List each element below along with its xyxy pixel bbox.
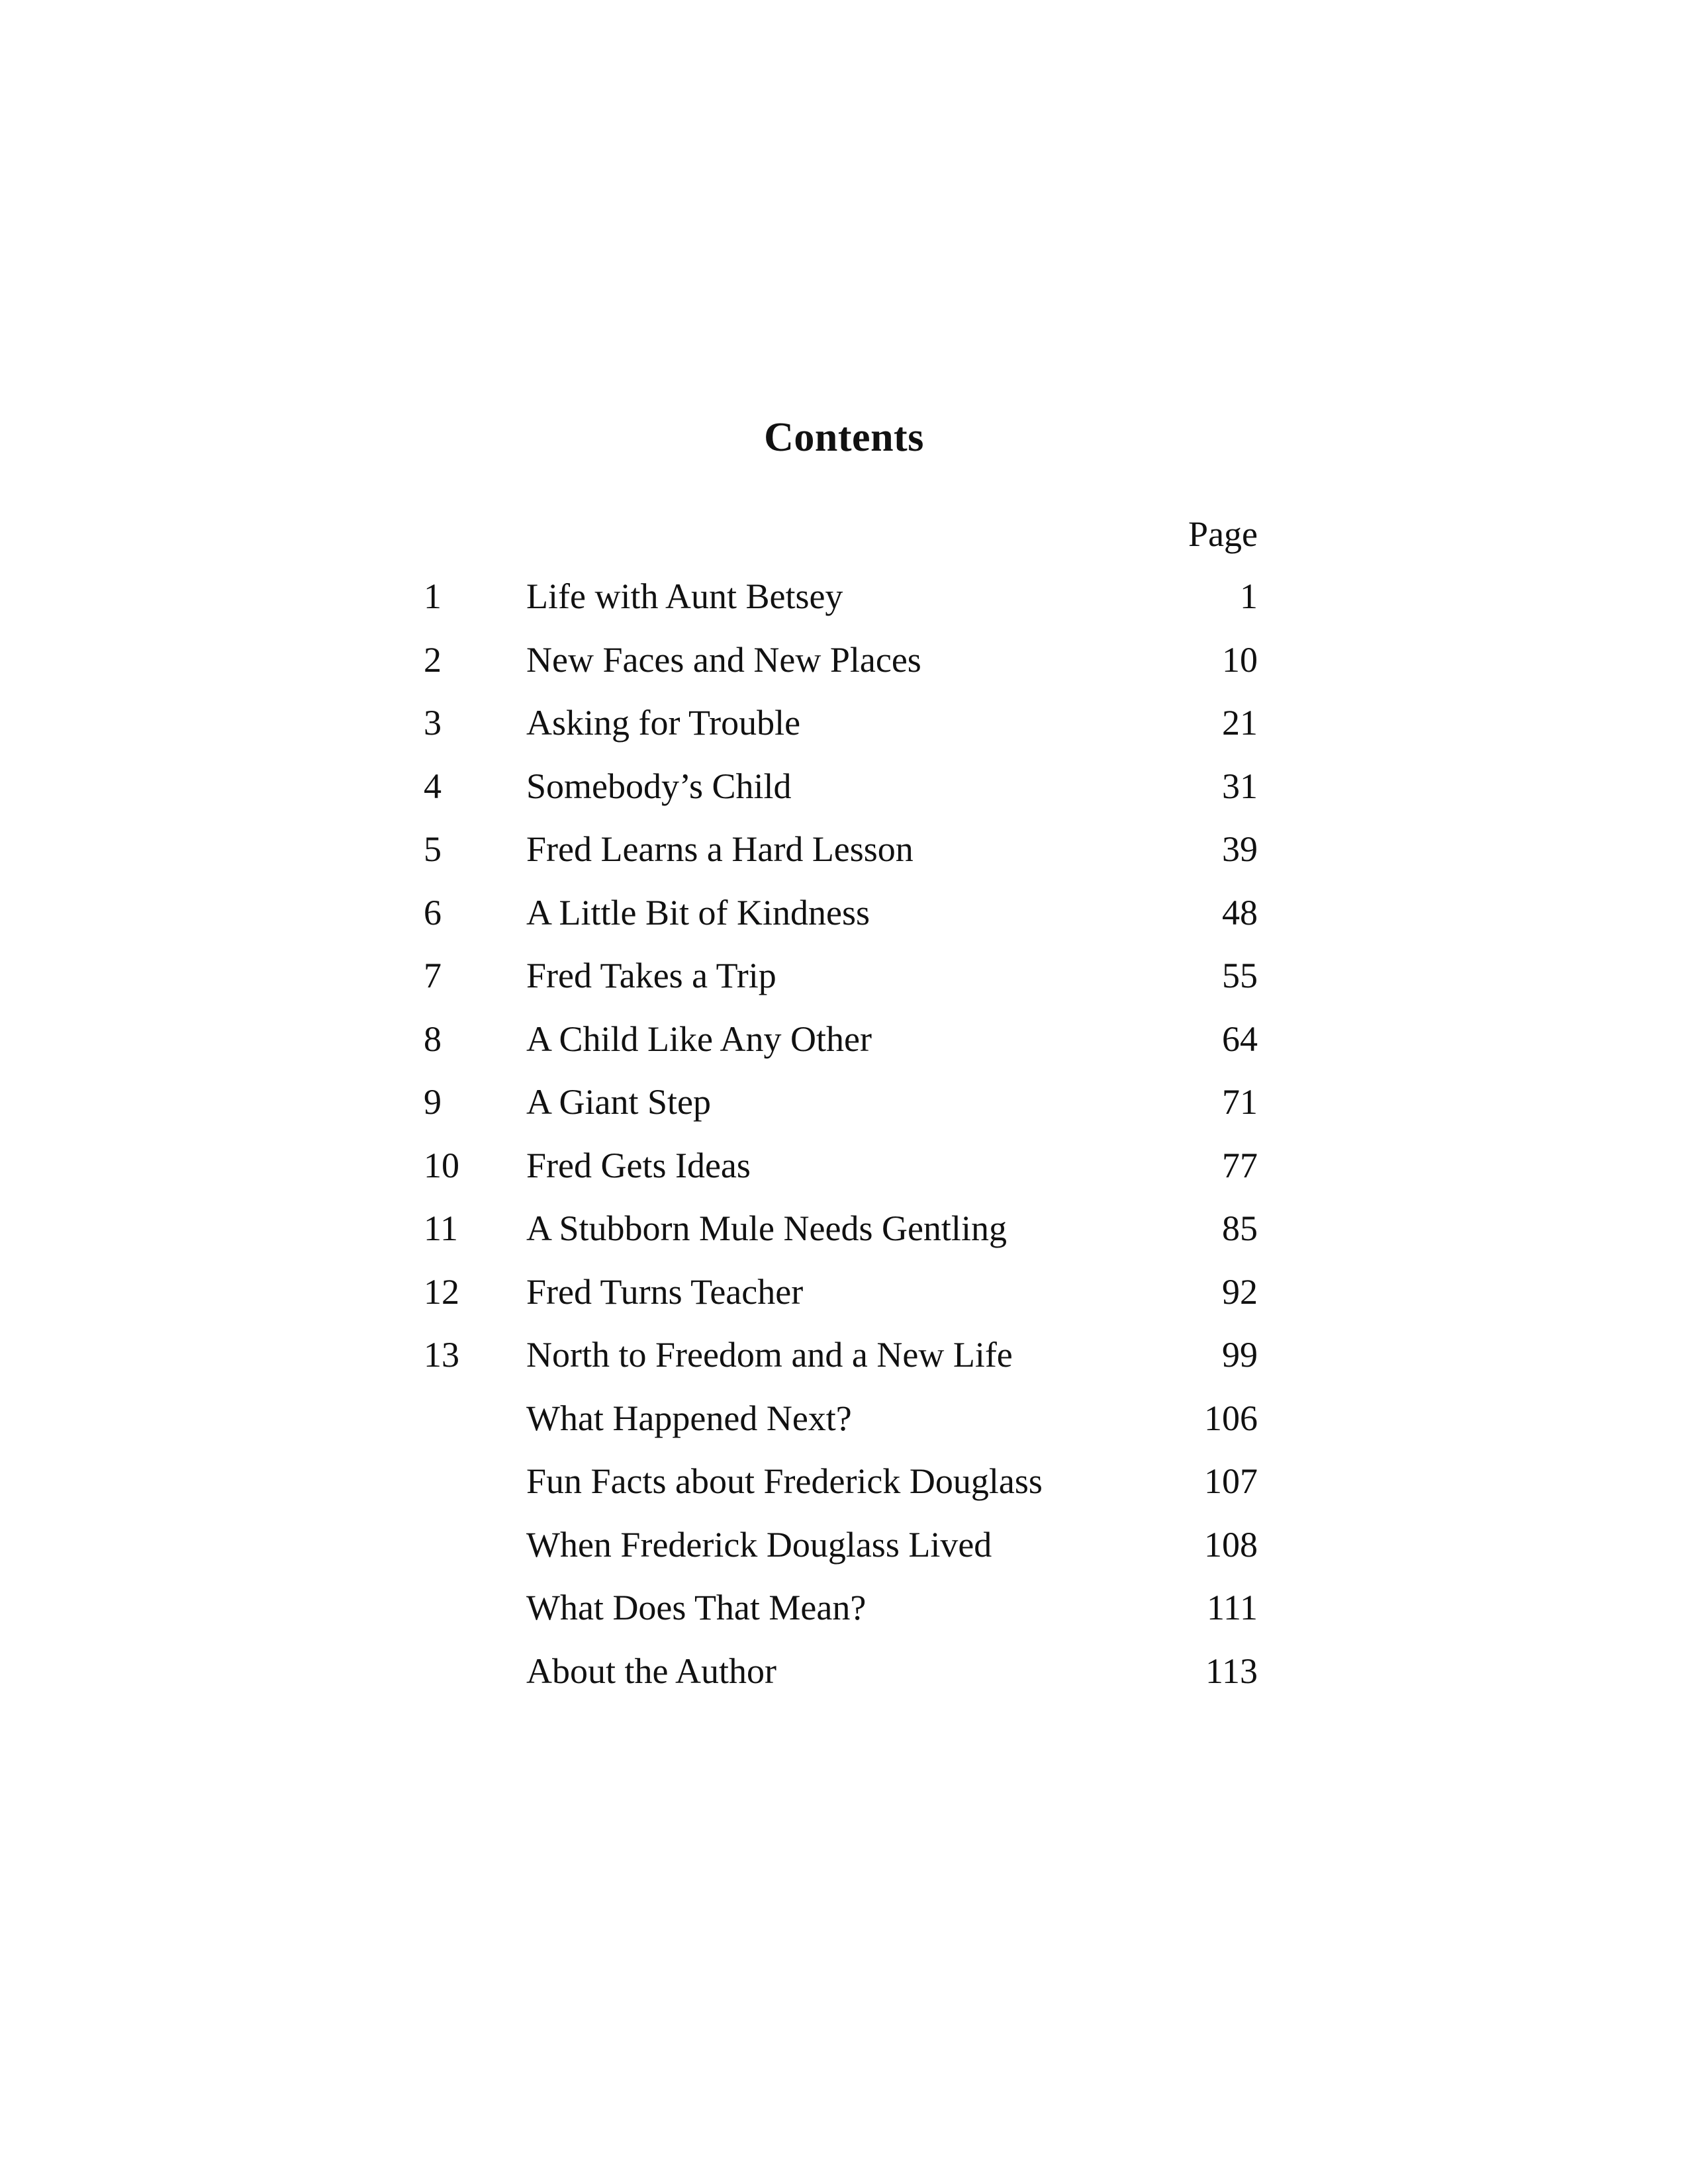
chapter-title[interactable]: A Little Bit of Kindness bbox=[526, 892, 870, 933]
chapter-number: 12 bbox=[424, 1271, 459, 1312]
chapter-title[interactable]: A Stubborn Mule Needs Gentling bbox=[526, 1208, 1007, 1248]
toc-list bbox=[424, 572, 1271, 1709]
chapter-number: 4 bbox=[424, 766, 442, 806]
chapter-title[interactable]: Fred Takes a Trip bbox=[526, 956, 776, 995]
page-number: 21 bbox=[1222, 703, 1258, 743]
page-number: 39 bbox=[1222, 829, 1258, 869]
chapter-title[interactable]: Asking for Trouble bbox=[526, 703, 801, 743]
chapter-title[interactable]: North to Freedom and a New Life bbox=[526, 1335, 1013, 1375]
chapter-number: 10 bbox=[424, 1145, 459, 1185]
chapter-number: 11 bbox=[424, 1208, 458, 1248]
page-number: 92 bbox=[1222, 1271, 1258, 1312]
page-number: 107 bbox=[1204, 1461, 1258, 1501]
page-number: 77 bbox=[1222, 1145, 1258, 1185]
toc-entry[interactable] bbox=[424, 572, 1271, 635]
chapter-number: 9 bbox=[424, 1082, 442, 1122]
toc-entry[interactable] bbox=[424, 1330, 1271, 1394]
toc-entry[interactable] bbox=[424, 1583, 1271, 1647]
chapter-title[interactable]: A Child Like Any Other bbox=[526, 1019, 872, 1059]
toc-entry[interactable] bbox=[424, 1457, 1271, 1520]
page-number: 85 bbox=[1222, 1208, 1258, 1248]
chapter-title[interactable]: Fred Learns a Hard Lesson bbox=[526, 829, 914, 869]
page-number: 99 bbox=[1222, 1335, 1258, 1375]
toc-entry[interactable] bbox=[424, 1520, 1271, 1584]
chapter-title[interactable]: New Faces and New Places bbox=[526, 639, 921, 680]
page-number: 48 bbox=[1222, 892, 1258, 933]
toc-entry[interactable] bbox=[424, 1077, 1271, 1141]
toc-entry[interactable] bbox=[424, 762, 1271, 825]
chapter-number: 7 bbox=[424, 956, 442, 995]
toc-entry[interactable] bbox=[424, 888, 1271, 952]
chapter-title[interactable]: What Happened Next? bbox=[526, 1398, 852, 1438]
toc-entry[interactable] bbox=[424, 825, 1271, 888]
chapter-number: 6 bbox=[424, 892, 442, 933]
chapter-title[interactable]: Fun Facts about Frederick Douglass bbox=[526, 1461, 1043, 1501]
page-number: 71 bbox=[1222, 1082, 1258, 1122]
page-number: 55 bbox=[1222, 956, 1258, 995]
toc-entry[interactable] bbox=[424, 1647, 1271, 1710]
chapter-number: 2 bbox=[424, 639, 442, 680]
page-column-header: Page bbox=[1188, 514, 1258, 554]
chapter-title[interactable]: When Frederick Douglass Lived bbox=[526, 1524, 992, 1565]
toc-entry[interactable] bbox=[424, 1015, 1271, 1078]
chapter-title[interactable]: About the Author bbox=[526, 1651, 776, 1691]
chapter-title[interactable]: Somebody’s Child bbox=[526, 766, 792, 806]
toc-entry[interactable] bbox=[424, 698, 1271, 762]
toc-entry[interactable] bbox=[424, 1141, 1271, 1205]
toc-entry[interactable] bbox=[424, 1267, 1271, 1331]
page-title: Contents bbox=[764, 414, 924, 460]
page-number: 1 bbox=[1240, 576, 1258, 616]
page-number: 31 bbox=[1222, 766, 1258, 806]
toc-entry[interactable] bbox=[424, 951, 1271, 1015]
page-number: 108 bbox=[1204, 1524, 1258, 1565]
chapter-number: 5 bbox=[424, 829, 442, 869]
chapter-number: 13 bbox=[424, 1335, 459, 1375]
page-number: 113 bbox=[1205, 1651, 1258, 1691]
chapter-title[interactable]: Fred Gets Ideas bbox=[526, 1145, 751, 1185]
toc-entry[interactable] bbox=[424, 1394, 1271, 1457]
chapter-title[interactable]: Life with Aunt Betsey bbox=[526, 576, 843, 616]
table-of-contents bbox=[424, 510, 1271, 1709]
chapter-number: 1 bbox=[424, 576, 442, 616]
page-column-header-row bbox=[424, 510, 1271, 572]
page-number: 106 bbox=[1204, 1398, 1258, 1438]
toc-entry[interactable] bbox=[424, 1204, 1271, 1267]
page-number: 64 bbox=[1222, 1019, 1258, 1059]
chapter-title[interactable]: What Does That Mean? bbox=[526, 1588, 867, 1627]
page-number: 10 bbox=[1222, 639, 1258, 680]
chapter-number: 8 bbox=[424, 1019, 442, 1059]
page-number: 111 bbox=[1207, 1588, 1258, 1627]
chapter-title[interactable]: A Giant Step bbox=[526, 1082, 711, 1122]
toc-entry[interactable] bbox=[424, 635, 1271, 699]
chapter-title[interactable]: Fred Turns Teacher bbox=[526, 1271, 804, 1312]
chapter-number: 3 bbox=[424, 703, 442, 743]
